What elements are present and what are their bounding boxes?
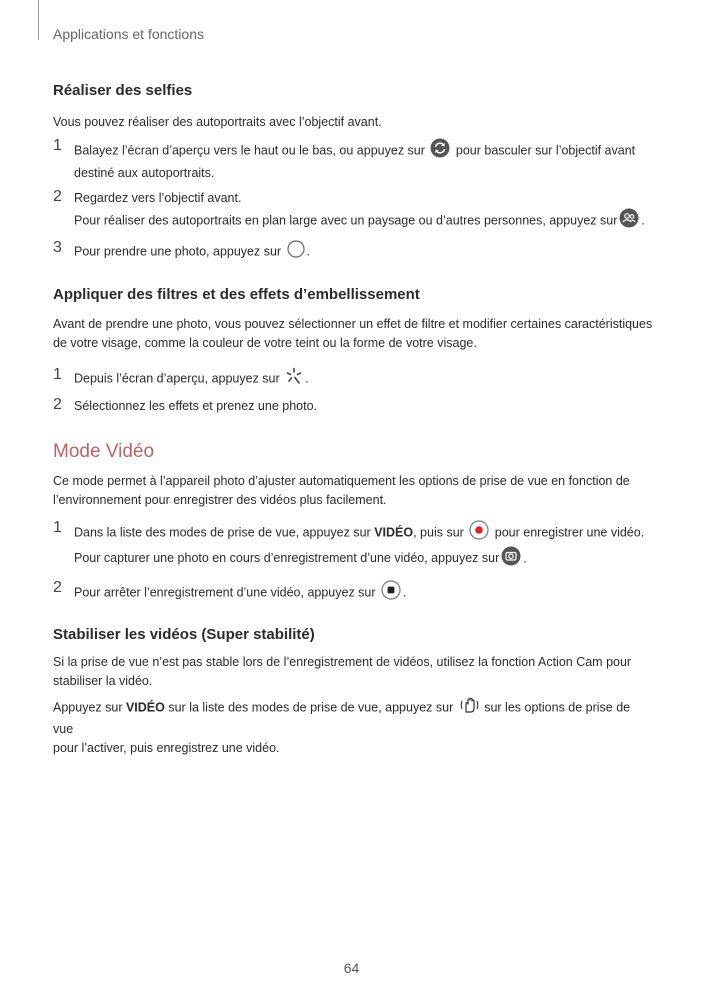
shutter-icon [287,240,305,264]
video-intro-line-1: Ce mode permet à l’appareil photo d’ajuster automatiquement les options de prise de vue en fonction de [53,474,630,488]
step-text: Pour réaliser des autoportraits en plan large avec un paysage ou d’autres personnes, appuyez sur [74,213,618,228]
step-number: 2 [53,188,62,205]
punctuation: . [306,244,311,259]
punctuation: . [523,551,527,566]
stabilize-instructions [53,696,653,758]
step-text: Pour prendre une photo, appuyez sur [74,244,282,259]
stop-icon [381,580,401,606]
selfies-step-3 [53,240,653,264]
beauty-effects-icon [285,367,303,391]
filters-step-1 [53,367,653,391]
step-number: 2 [53,579,62,596]
page-content [53,82,653,758]
selfies-step-2 [53,189,653,234]
instruction-text: sur la liste des modes de prise de vue, appuyez sur [168,700,454,715]
stabilize-intro [53,653,653,691]
header-title: Applications et fonctions [53,26,204,42]
step-text: pour enregistrer une vidéo. [494,525,645,540]
record-icon [469,520,489,546]
group-selfie-icon [619,208,639,234]
step-text: Regardez vers l’objectif avant. [74,191,242,205]
mode-name: VIDÉO [374,525,414,540]
video-step-1 [53,520,653,572]
selfies-step-1 [53,138,653,183]
filters-intro-line-1: Avant de prendre une photo, vous pouvez sélectionner un effet de filtre et modifier certaines caractéristiques [53,317,653,331]
step-number: 1 [53,137,62,154]
video-step-2 [53,580,653,606]
step-text: Pour capturer une photo en cours d’enregistrement d’une vidéo, appuyez sur [74,551,500,566]
super-steady-icon [459,696,479,720]
page-number: 64 [343,960,360,976]
filters-intro [53,315,653,353]
step-text: Dans la liste des modes de prise de vue, appuyez sur [74,525,371,540]
instruction-text: Appuyez sur [53,700,123,715]
header-rule [38,0,39,40]
step-text: Sélectionnez les effets et prenez une photo. [74,399,317,413]
step-text: Balayez l’écran d’aperçu vers le haut ou le bas, ou appuyez sur [74,143,425,158]
stabilize-intro-line-2: stabiliser la vidéo. [53,674,153,688]
filters-step-2 [53,397,653,416]
video-intro [53,472,653,510]
switch-camera-icon [430,138,450,164]
step-text: Depuis l’écran d’aperçu, appuyez sur [74,371,280,386]
step-text: destiné aux autoportraits. [74,166,215,180]
instruction-text: pour l’activer, puis enregistrez une vidéo. [53,741,280,755]
step-text: pour basculer sur l’objectif avant [455,143,636,158]
step-number: 1 [53,519,62,536]
step-number: 1 [53,366,62,383]
step-number: 2 [53,396,62,413]
section-title-selfies: Réaliser des selfies [53,82,193,99]
step-number: 3 [53,239,62,256]
punctuation: . [305,371,309,386]
section-title-stabilize: Stabiliser les vidéos (Super stabilité) [53,626,315,643]
instruction-text: sur les options de prise de vue [53,700,631,736]
step-text: Pour arrêter l’enregistrement d’une vidéo, appuyez sur [74,585,376,600]
punctuation: . [641,213,645,228]
stabilize-intro-line-1: Si la prise de vue n’est pas stable lors de l’enregistrement de vidéos, utilisez la fonction Action Cam pour [53,655,632,669]
section-title-filters: Appliquer des filtres et des effets d’embellissement [53,286,420,303]
section-title-video: Mode Vidéo [53,441,155,462]
punctuation: . [403,585,407,600]
video-intro-line-2: l’environnement pour enregistrer des vidéos plus facilement. [53,493,387,507]
mode-name: VIDÉO [125,700,165,715]
capture-icon [501,546,521,572]
step-text: , puis sur [413,525,464,540]
filters-intro-line-2: de votre visage, comme la couleur de votre teint ou la forme de votre visage. [53,336,477,350]
selfies-intro: Vous pouvez réaliser des autoportraits avec l’objectif avant. [53,115,382,129]
